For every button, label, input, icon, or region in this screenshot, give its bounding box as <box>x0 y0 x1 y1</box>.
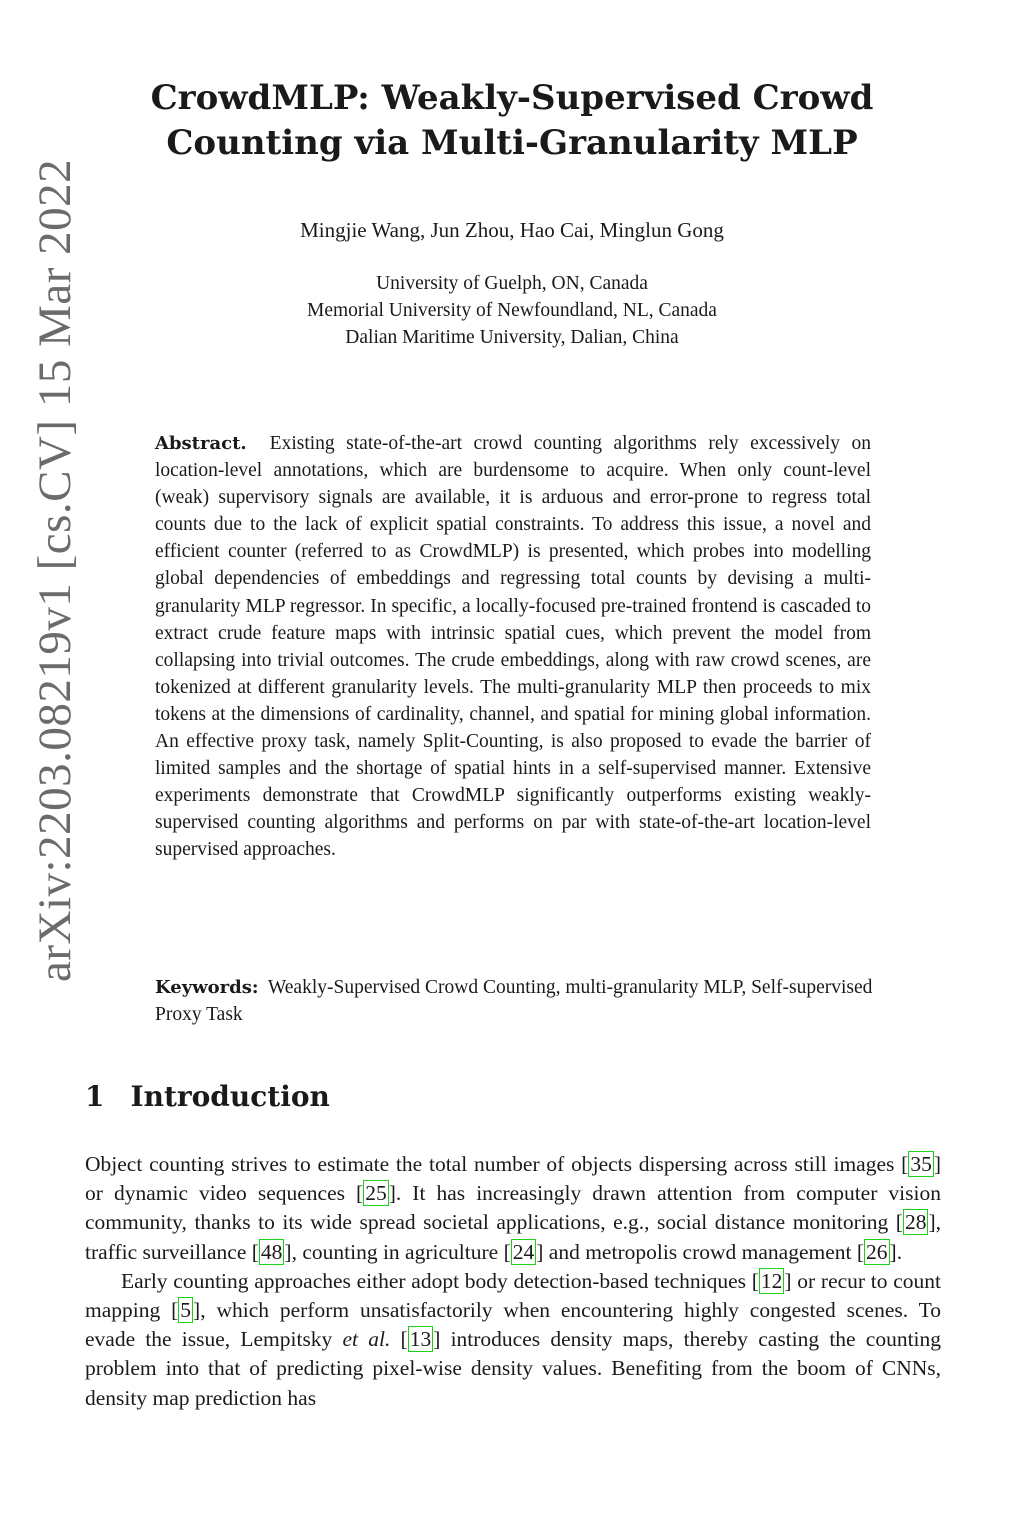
text-run: introduces density maps, thereby casting the counting problem into that of predicting pixel-wise density values. Benefiting from the boom of CNNs, density map prediction has <box>85 1327 942 1410</box>
abstract-text: Existing state-of-the-art crowd counting algorithms rely excessively on location-level annotations, which are burdensome to acquire. When only count-level (weak) supervisory signals are available, it is arduous and error-prone to regress total counts due to the lack of explicit spatial constraints. To address this issue, a novel and efficient counter (referred to as CrowdMLP) is presented, which probes into modelling global dependencies of embeddings and regressing total counts by devising a multi-granularity MLP regressor. In specific, a locally-focused pre-trained frontend is cascaded to extract crude feature maps with intrinsic spatial cues, which prevent the model from collapsing into trivial outcomes. The crude embeddings, along with raw crowd scenes, are tokenized at different granularity levels. The multi-granularity MLP then proceeds to mix tokens at the dimensions of cardinality, channel, and spatial for mining global information. An effective proxy task, namely Split-Counting, is also proposed to evade the barrier of limited samples and the shortage of spatial hints in a self-supervised manner. Extensive experiments demonstrate that CrowdMLP significantly outperforms existing weakly-supervised counting algorithms and performs on par with state-of-the-art location-level supervised approaches. <box>155 433 872 861</box>
section-heading <box>85 1080 330 1113</box>
citation-link[interactable]: 28 <box>904 1210 927 1235</box>
title-line-2: Counting via Multi-Granularity MLP <box>166 123 858 163</box>
intro-paragraph-2: Early counting approaches either adopt body detection-based techniques [12] or recur to count mapping [5], which perform unsatisfactorily when encountering highly congested scenes. To evade the issue, Lempitsky et al. [13] introduces density maps, thereby casting the counting problem into that of predicting pixel-wise density values. Benefiting from the boom of CNNs, density map prediction has <box>85 1268 942 1410</box>
section-title: Introduction <box>130 1080 330 1113</box>
title-line-1: CrowdMLP: Weakly-Supervised Crowd <box>150 78 874 118</box>
citation-link[interactable]: 5 <box>180 1298 192 1323</box>
text-run: Early counting approaches either adopt body detection-based techniques <box>121 1268 752 1293</box>
section-number: 1 <box>85 1080 105 1113</box>
keywords <box>155 974 895 1028</box>
text-run <box>390 1327 400 1351</box>
emphasis-text: et al. <box>342 1327 391 1352</box>
abstract-label: Abstract. <box>155 433 247 454</box>
keywords-text: Weakly-Supervised Crowd Counting, multi-granularity MLP, Self-supervised Proxy Task <box>155 977 873 1026</box>
citation-link[interactable]: 48 <box>260 1239 283 1264</box>
arxiv-sidebar-stamp: arXiv:2203.08219v1 [cs.CV] 15 Mar 2022 <box>29 158 81 982</box>
citation-link[interactable]: 12 <box>760 1268 783 1293</box>
abstract <box>155 430 871 864</box>
affiliation-3: Dalian Maritime University, Dalian, China <box>345 327 679 348</box>
affiliation-1: University of Guelph, ON, Canada <box>376 273 648 294</box>
citation-link[interactable]: 13 <box>409 1327 432 1352</box>
text-run: , traffic surveillance <box>85 1210 941 1264</box>
citation-link[interactable]: 24 <box>512 1239 535 1264</box>
citation-link[interactable]: 26 <box>866 1239 888 1264</box>
paper-title <box>150 76 874 166</box>
introduction-body <box>85 1150 941 1413</box>
citation-link[interactable]: 25 <box>365 1181 387 1206</box>
text-run: . It has increasingly drawn attention from computer vision community, thanks to its wide spread societal applications, e.g., social distance monitoring <box>85 1181 941 1235</box>
text-run: , which perform unsatisfactorily when encountering highly congested scenes. To evade the issue, Lempitsky <box>85 1298 941 1352</box>
text-run: , counting in agriculture <box>291 1239 504 1264</box>
text-run: and metropolis crowd management <box>543 1239 857 1264</box>
intro-paragraph-1: Object counting strives to estimate the total number of objects dispersing across still images [35] or dynamic video sequences [25]. It has increasingly drawn attention from computer vision community, thanks to its wide spread societal applications, e.g., social distance monitoring [28], traffic surveillance [48], counting in agriculture [24] and metropolis crowd management [26]. <box>85 1152 941 1264</box>
text-run: Object counting strives to estimate the total number of objects dispersing across still images <box>85 1152 902 1176</box>
keywords-label: Keywords: <box>155 977 259 998</box>
text-run: or dynamic video sequences <box>85 1181 357 1206</box>
affiliation-2: Memorial University of Newfoundland, NL, Canada <box>307 300 717 321</box>
text-run: . <box>896 1239 903 1264</box>
text-run: or recur to count mapping <box>85 1268 941 1323</box>
citation-link[interactable]: 35 <box>910 1152 932 1176</box>
affiliations <box>150 270 874 351</box>
author-list: Mingjie Wang, Jun Zhou, Hao Cai, Minglun Gong <box>300 218 724 242</box>
